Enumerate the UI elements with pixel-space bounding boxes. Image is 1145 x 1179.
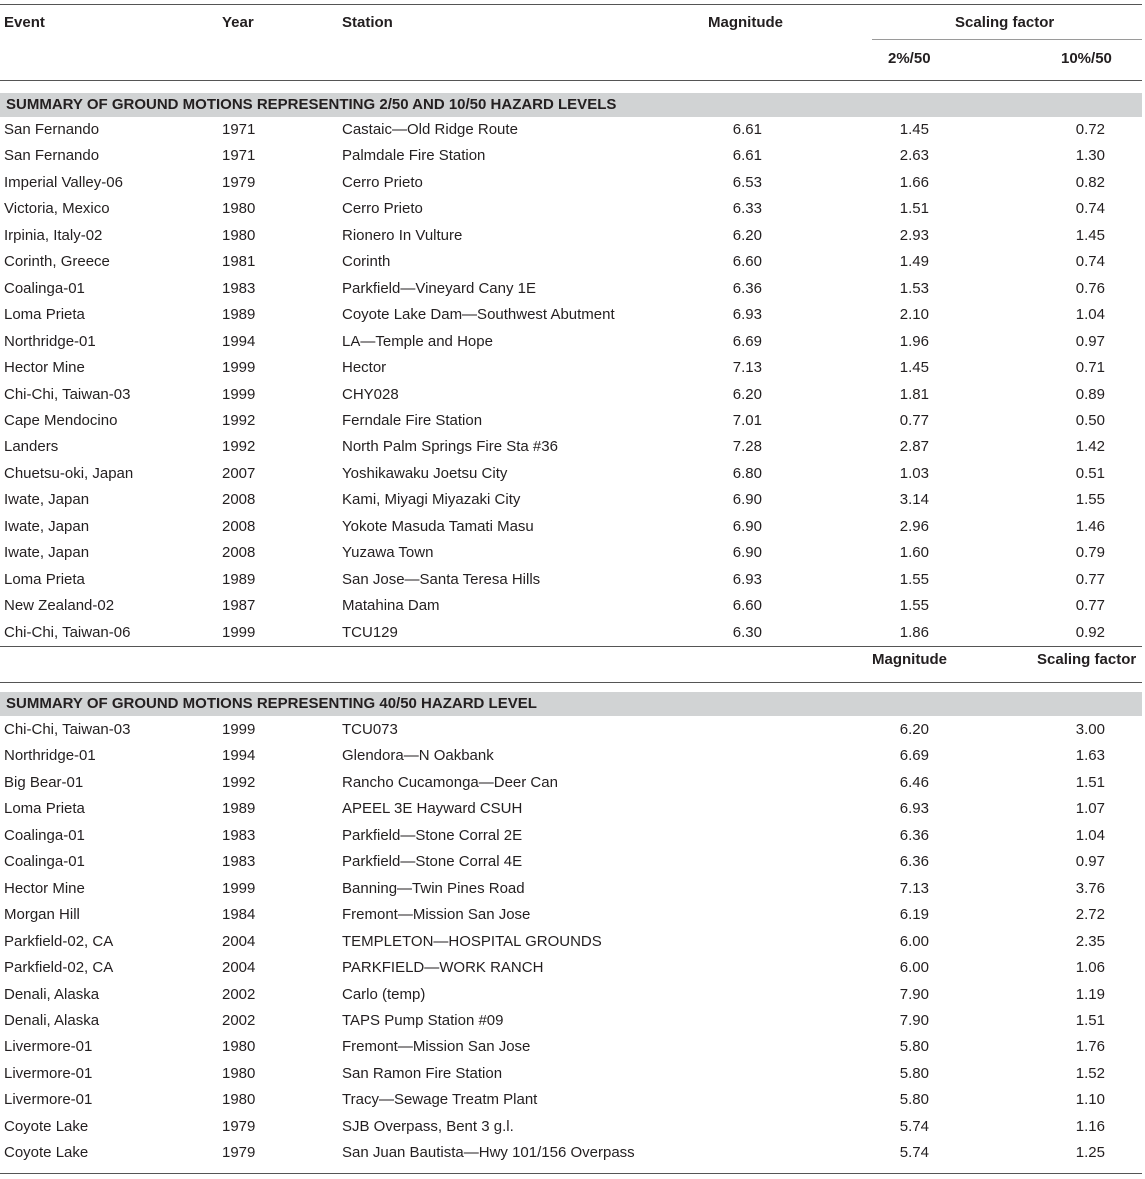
cell-scaling-factor: 1.52 [1075,1064,1105,1082]
cell-scaling-factor: 1.76 [1075,1038,1105,1056]
table-row [0,302,1145,328]
cell-event: Denali, Alaska [4,985,100,1003]
cell-station: Fremont—Mission San Jose [342,1038,531,1056]
cell-scaling-2-50: 1.03 [899,464,929,482]
cell-year: 1980 [222,1064,256,1082]
cell-year: 2008 [222,491,256,509]
cell-year: 1981 [222,253,256,271]
cell-event: Hector Mine [4,359,85,377]
cell-scaling-10-50: 1.55 [1075,491,1105,509]
cell-magnitude: 7.13 [732,359,762,377]
cell-scaling-10-50: 1.42 [1075,438,1105,456]
cell-station: Corinth [342,253,391,271]
cell-scaling-10-50: 0.74 [1075,200,1105,218]
cell-year: 1980 [222,1038,256,1056]
cell-year: 2004 [222,959,256,977]
cell-year: 1999 [222,879,256,897]
table-row [0,593,1145,619]
cell-year: 1980 [222,226,256,244]
cell-year: 1979 [222,1144,256,1162]
cell-magnitude: 6.36 [899,853,929,871]
cell-event: Morgan Hill [4,906,80,924]
cell-scaling-10-50: 0.97 [1075,332,1105,350]
cell-scaling-10-50: 0.74 [1075,253,1105,271]
table-row [0,876,1145,902]
cell-magnitude: 6.30 [732,623,762,641]
cell-station: Coyote Lake Dam—Southwest Abutment [342,306,615,324]
header-event: Event [4,14,45,31]
cell-magnitude: 6.33 [732,200,762,218]
cell-event: Coalinga-01 [4,826,85,844]
cell-scaling-factor: 1.16 [1075,1117,1105,1135]
table-row [0,823,1145,849]
cell-scaling-10-50: 0.82 [1075,173,1105,191]
cell-station: TCU129 [342,623,398,641]
cell-station: Banning—Twin Pines Road [342,879,525,897]
table-row [0,382,1145,408]
subheader-magnitude: Magnitude [872,651,947,668]
cell-scaling-2-50: 1.86 [899,623,929,641]
table-row [0,743,1145,769]
table-row [0,1008,1145,1034]
table-row [0,1087,1145,1113]
cell-year: 1989 [222,800,256,818]
table-row [0,796,1145,822]
table-row [0,849,1145,875]
cell-event: Livermore-01 [4,1064,93,1082]
cell-magnitude: 6.61 [732,147,762,165]
cell-event: Denali, Alaska [4,1011,100,1029]
cell-event: Victoria, Mexico [4,200,110,218]
header-station: Station [342,14,393,31]
cell-magnitude: 6.69 [732,332,762,350]
cell-year: 2004 [222,932,256,950]
cell-magnitude: 6.00 [899,959,929,977]
cell-event: Coalinga-01 [4,279,85,297]
cell-scaling-2-50: 1.60 [899,544,929,562]
cell-scaling-10-50: 1.46 [1075,517,1105,535]
cell-event: Parkfield-02, CA [4,932,114,950]
cell-scaling-10-50: 0.76 [1075,279,1105,297]
cell-event: Chi-Chi, Taiwan-03 [4,385,131,403]
cell-year: 1999 [222,385,256,403]
cell-event: Coyote Lake [4,1117,89,1135]
cell-magnitude: 6.60 [732,253,762,271]
cell-year: 1980 [222,200,256,218]
cell-station: Matahina Dam [342,597,440,615]
table-row [0,567,1145,593]
cell-station: SJB Overpass, Bent 3 g.l. [342,1117,514,1135]
table-row [0,355,1145,381]
cell-scaling-2-50: 0.77 [899,411,929,429]
cell-year: 1983 [222,279,256,297]
cell-station: Cerro Prieto [342,173,423,191]
cell-magnitude: 6.20 [732,226,762,244]
cell-magnitude: 6.36 [899,826,929,844]
table-row [0,770,1145,796]
table-bottom-rule [0,1173,1142,1174]
cell-scaling-2-50: 1.66 [899,173,929,191]
cell-scaling-factor: 1.04 [1075,826,1105,844]
table-row [0,170,1145,196]
cell-year: 1999 [222,359,256,377]
cell-magnitude: 6.93 [732,570,762,588]
cell-year: 1999 [222,721,256,738]
cell-scaling-factor: 1.06 [1075,959,1105,977]
cell-magnitude: 7.90 [899,1011,929,1029]
cell-station: CHY028 [342,385,399,403]
table-row [0,276,1145,302]
table-row [0,329,1145,355]
cell-event: San Fernando [4,147,100,165]
cell-event: Cape Mendocino [4,411,118,429]
cell-event: Chi-Chi, Taiwan-03 [4,721,131,738]
cell-magnitude: 6.19 [899,906,929,924]
subheader-bottom-rule [0,682,1142,683]
cell-event: Irpinia, Italy-02 [4,226,103,244]
cell-scaling-factor: 0.97 [1075,853,1105,871]
cell-station: Glendora—N Oakbank [342,747,494,765]
cell-scaling-10-50: 0.77 [1075,570,1105,588]
cell-event: Livermore-01 [4,1038,93,1056]
table-row [0,540,1145,566]
cell-station: PARKFIELD—WORK RANCH [342,959,544,977]
cell-year: 1994 [222,747,256,765]
section1-bottom-rule [0,646,1142,647]
cell-year: 1992 [222,773,256,791]
cell-magnitude: 6.69 [899,747,929,765]
cell-event: Livermore-01 [4,1091,93,1109]
cell-event: Northridge-01 [4,747,96,765]
table-row [0,434,1145,460]
scaling-factor-underline [872,39,1142,40]
table-row [0,487,1145,513]
cell-station: TEMPLETON—HOSPITAL GROUNDS [342,932,602,950]
header-scaling-factor: Scaling factor [955,14,1055,31]
header-magnitude: Magnitude [708,14,783,31]
cell-station: Tracy—Sewage Treatm Plant [342,1091,538,1109]
cell-magnitude: 6.61 [732,121,762,138]
cell-scaling-factor: 1.19 [1075,985,1105,1003]
cell-year: 1999 [222,623,256,641]
cell-event: Loma Prieta [4,306,85,324]
cell-station: Parkfield—Stone Corral 2E [342,826,523,844]
cell-scaling-factor: 1.10 [1075,1091,1105,1109]
cell-year: 1987 [222,597,256,615]
cell-station: TAPS Pump Station #09 [342,1011,504,1029]
cell-scaling-10-50: 0.51 [1075,464,1105,482]
cell-magnitude: 6.80 [732,464,762,482]
cell-scaling-10-50: 0.89 [1075,385,1105,403]
cell-magnitude: 7.01 [732,411,762,429]
cell-station: San Jose—Santa Teresa Hills [342,570,541,588]
cell-scaling-2-50: 1.45 [899,359,929,377]
cell-event: Northridge-01 [4,332,96,350]
cell-event: Big Bear-01 [4,773,84,791]
cell-event: Chuetsu-oki, Japan [4,464,134,482]
cell-scaling-factor: 1.07 [1075,800,1105,818]
cell-station: Yoshikawaku Joetsu City [342,464,508,482]
cell-year: 1992 [222,411,256,429]
cell-scaling-factor: 1.25 [1075,1144,1105,1162]
cell-event: Hector Mine [4,879,85,897]
cell-event: Coalinga-01 [4,853,85,871]
cell-station: Kami, Miyagi Miyazaki City [342,491,521,509]
cell-station: Carlo (temp) [342,985,426,1003]
cell-magnitude: 6.36 [732,279,762,297]
cell-scaling-2-50: 1.45 [899,121,929,138]
cell-station: Cerro Prieto [342,200,423,218]
cell-scaling-10-50: 0.71 [1075,359,1105,377]
cell-station: Yuzawa Town [342,544,434,562]
cell-scaling-2-50: 1.55 [899,570,929,588]
cell-scaling-10-50: 0.77 [1075,597,1105,615]
table-row [0,249,1145,275]
cell-event: Iwate, Japan [4,517,90,535]
cell-scaling-2-50: 1.51 [899,200,929,218]
cell-year: 2008 [222,544,256,562]
cell-year: 2007 [222,464,256,482]
cell-scaling-2-50: 1.53 [899,279,929,297]
cell-magnitude: 6.20 [899,721,929,738]
cell-magnitude: 6.20 [732,385,762,403]
cell-magnitude: 6.00 [899,932,929,950]
cell-year: 1983 [222,853,256,871]
table-row [0,717,1145,743]
cell-year: 1971 [222,147,256,165]
cell-magnitude: 7.28 [732,438,762,456]
table-row [0,223,1145,249]
cell-scaling-10-50: 0.50 [1075,411,1105,429]
cell-event: Coyote Lake [4,1144,89,1162]
cell-station: Yokote Masuda Tamati Masu [342,517,534,535]
cell-year: 1994 [222,332,256,350]
cell-event: Landers [4,438,59,456]
cell-scaling-factor: 3.00 [1075,721,1105,738]
cell-year: 1989 [222,306,256,324]
table-row [0,620,1145,646]
cell-event: Iwate, Japan [4,544,90,562]
section1-band [0,93,1142,117]
cell-event: Chi-Chi, Taiwan-06 [4,623,131,641]
cell-scaling-factor: 3.76 [1075,879,1105,897]
cell-scaling-2-50: 2.10 [899,306,929,324]
cell-scaling-2-50: 3.14 [899,491,929,509]
table-row [0,1034,1145,1060]
cell-year: 1979 [222,173,256,191]
table-row [0,514,1145,540]
table-row [0,902,1145,928]
cell-year: 1989 [222,570,256,588]
cell-scaling-10-50: 0.72 [1075,121,1105,138]
cell-station: Ferndale Fire Station [342,411,483,429]
cell-station: Hector [342,359,387,377]
cell-year: 2008 [222,517,256,535]
section2-band [0,692,1142,716]
cell-event: Corinth, Greece [4,253,110,271]
cell-scaling-factor: 1.63 [1075,747,1105,765]
cell-event: Imperial Valley-06 [4,173,123,191]
cell-magnitude: 7.13 [899,879,929,897]
cell-scaling-2-50: 2.93 [899,226,929,244]
cell-scaling-2-50: 2.87 [899,438,929,456]
cell-magnitude: 5.80 [899,1091,929,1109]
cell-station: Parkfield—Stone Corral 4E [342,853,523,871]
table-row [0,143,1145,169]
table-row [0,1140,1145,1166]
cell-station: Palmdale Fire Station [342,147,486,165]
cell-event: Loma Prieta [4,570,85,588]
cell-year: 1984 [222,906,256,924]
cell-year: 1980 [222,1091,256,1109]
cell-station: Fremont—Mission San Jose [342,906,531,924]
cell-scaling-factor: 1.51 [1075,773,1105,791]
cell-scaling-10-50: 0.79 [1075,544,1105,562]
table-top-rule [0,4,1142,5]
cell-scaling-2-50: 2.63 [899,147,929,165]
table-row [0,1061,1145,1087]
cell-scaling-2-50: 1.81 [899,385,929,403]
cell-magnitude: 6.60 [732,597,762,615]
section2-title: SUMMARY OF GROUND MOTIONS REPRESENTING 40/50 HAZARD LEVEL [6,695,537,712]
cell-scaling-2-50: 1.96 [899,332,929,350]
cell-event: Loma Prieta [4,800,85,818]
header-sf-10-50: 10%/50 [1061,50,1112,67]
cell-scaling-10-50: 1.04 [1075,306,1105,324]
cell-event: San Fernando [4,121,100,138]
section1-title: SUMMARY OF GROUND MOTIONS REPRESENTING 2/50 AND 10/50 HAZARD LEVELS [6,96,617,113]
cell-station: LA—Temple and Hope [342,332,493,350]
cell-magnitude: 5.74 [899,1144,929,1162]
cell-scaling-factor: 2.35 [1075,932,1105,950]
cell-station: North Palm Springs Fire Sta #36 [342,438,558,456]
cell-magnitude: 7.90 [899,985,929,1003]
cell-year: 1971 [222,121,256,138]
header-sf-2-50: 2%/50 [888,50,931,67]
cell-scaling-factor: 2.72 [1075,906,1105,924]
cell-event: New Zealand-02 [4,597,115,615]
table-row [0,929,1145,955]
table-row [0,982,1145,1008]
cell-magnitude: 6.93 [899,800,929,818]
cell-station: San Ramon Fire Station [342,1064,503,1082]
table-row [0,461,1145,487]
cell-station: Castaic—Old Ridge Route [342,121,518,138]
cell-station: APEEL 3E Hayward CSUH [342,800,523,818]
cell-station: Parkfield—Vineyard Cany 1E [342,279,536,297]
cell-magnitude: 5.80 [899,1038,929,1056]
cell-scaling-10-50: 1.45 [1075,226,1105,244]
cell-magnitude: 5.74 [899,1117,929,1135]
cell-scaling-2-50: 1.55 [899,597,929,615]
cell-station: Rancho Cucamonga—Deer Can [342,773,558,791]
cell-magnitude: 5.80 [899,1064,929,1082]
subheader-scaling-factor: Scaling factor [1037,651,1137,668]
table-row [0,1114,1145,1140]
table-row [0,117,1145,143]
cell-year: 1979 [222,1117,256,1135]
table-row [0,196,1145,222]
cell-scaling-10-50: 1.30 [1075,147,1105,165]
cell-station: TCU073 [342,721,398,738]
cell-year: 2002 [222,1011,256,1029]
cell-event: Iwate, Japan [4,491,90,509]
table-row [0,955,1145,981]
table-row [0,408,1145,434]
cell-station: San Juan Bautista—Hwy 101/156 Overpass [342,1144,635,1162]
cell-magnitude: 6.90 [732,544,762,562]
cell-year: 2002 [222,985,256,1003]
cell-station: Rionero In Vulture [342,226,463,244]
cell-scaling-10-50: 0.92 [1075,623,1105,641]
cell-magnitude: 6.46 [899,773,929,791]
cell-magnitude: 6.90 [732,517,762,535]
cell-magnitude: 6.53 [732,173,762,191]
header-year: Year [222,14,254,31]
cell-magnitude: 6.90 [732,491,762,509]
header-bottom-rule [0,80,1142,81]
cell-year: 1992 [222,438,256,456]
cell-scaling-factor: 1.51 [1075,1011,1105,1029]
cell-event: Parkfield-02, CA [4,959,114,977]
cell-scaling-2-50: 2.96 [899,517,929,535]
cell-scaling-2-50: 1.49 [899,253,929,271]
cell-year: 1983 [222,826,256,844]
cell-magnitude: 6.93 [732,306,762,324]
